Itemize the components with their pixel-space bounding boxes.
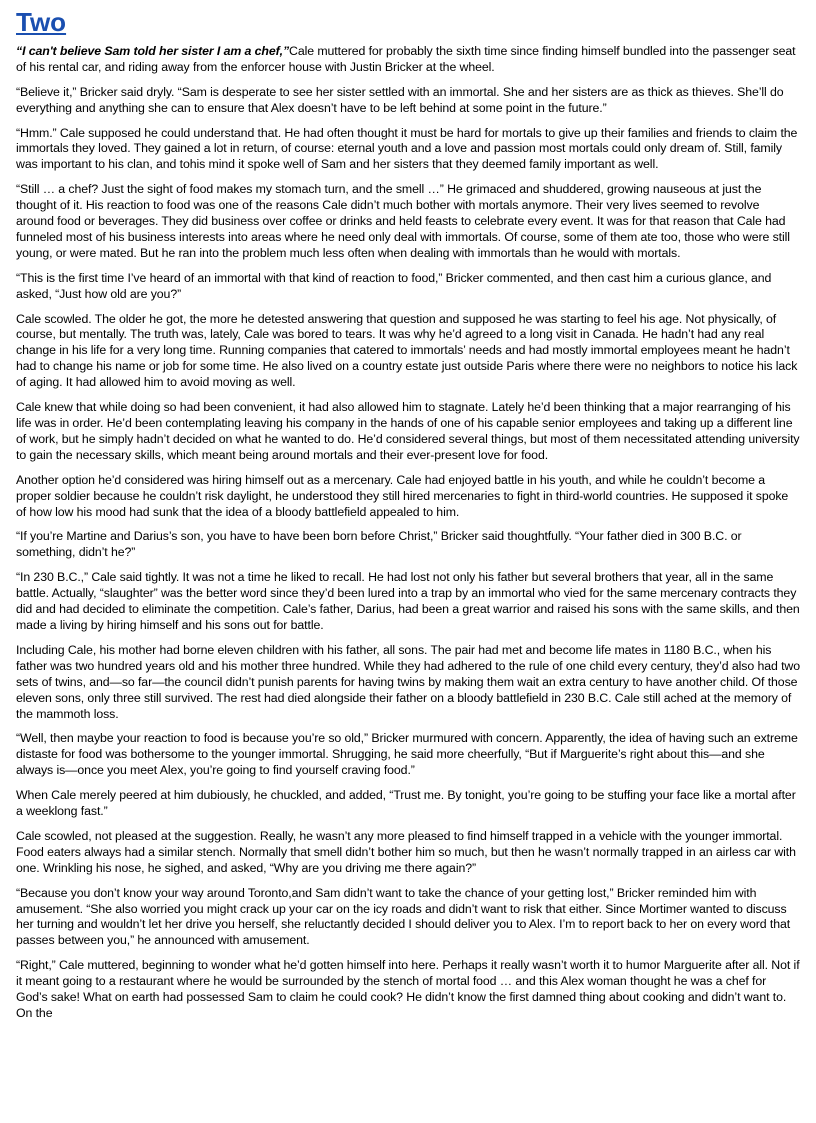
paragraph: “Well, then maybe your reaction to food is because you’re so old,” Bricker murmured with concern. Apparently, the idea of having such an extreme distaste for food was bothersome to the younger immortal. Shrugging, he said more cheerfully, “But if Marguerite’s right about this—and she always is—once you meet Alex, you’re going to find yourself craving food.” xyxy=(16,731,798,778)
opening-quote: “I can't believe Sam told her sister I am a chef,” xyxy=(16,43,290,58)
opening-text: Cale muttered for probably the sixth time since finding himself bundled into the passenger seat of his rental car, and riding away from the enforcer house with Justin Bricker at the wheel. xyxy=(16,43,796,74)
paragraph: “Believe it,” Bricker said dryly. “Sam is desperate to see her sister settled with an immortal. She and her sisters are as thick as thieves. She’ll do everything and anything she can to ensure that Alex doesn’t have to be left behind at some point in the future.” xyxy=(16,84,784,115)
paragraph: Cale scowled, not pleased at the suggestion. Really, he wasn’t any more pleased to find himself trapped in a vehicle with the younger immortal. Food eaters always had a similar stench. Normally that smell didn’t bother him so much, but then he wasn’t normally trapped in an airless car with one. Wrinkling his nose, he sighed, and asked, “Why are you driving me there again?” xyxy=(16,828,796,875)
paragraph: “Because you don’t know your way around Toronto,and Sam didn’t want to take the chance of your getting lost,” Bricker reminded him with amusement. “She also worried you might crack up your car on the icy roads and didn’t want to risk that either. Since Mortimer wanted to discuss her turning and wouldn’t let her drive you herself, she reluctantly decided I should deliver you to Alex. I’m to report back to her on every word that passes between you,” he announced with amusement. xyxy=(16,885,791,948)
chapter-title: Two xyxy=(16,7,67,37)
paragraph: Cale scowled. The older he got, the more he detested answering that question and supposed he was starting to feel his age. Not physically, of course, but mentally. The truth was, lately, Cale was bored to tears. It was why he’d agreed to a long visit in Canada. He hadn’t had any real change in his life for a very long time. Running companies that catered to immortals’ needs and had mostly immortal employees meant he hadn’t had to change his name or job for some time. He also lived on a country estate just outside Paris where there were no neighbors to notice his lack of aging. It had allowed him to avoid moving as well. xyxy=(16,311,798,390)
paragraph: “If you’re Martine and Darius’s son, you have to have been born before Christ,” Bricker said thoughtfully. “Your father died in 300 B.C. or something, didn’t he?” xyxy=(16,529,742,560)
paragraph: “Hmm.” Cale supposed he could understand that. He had often thought it must be hard for mortals to give up their families and friends to claim the immortals they loved. They gained a lot in return, of course: eternal youth and a love and passion most mortals could only dream of. Still, family was important to his clan, and tohis mind it spoke well of Sam and her sisters that they deemed family important as well. xyxy=(16,125,798,172)
paragraph: “Right,” Cale muttered, beginning to wonder what he’d gotten himself into here. Perhaps it really wasn’t worth it to humor Marguerite after all. Not if it meant going to a restaurant where he would be surrounded by the stench of mortal food … and this Alex woman thought he was a chef for God’s sake! What on earth had possessed Sam to claim he could cook? He didn’t know the first damned thing about cooking and didn’t want to. On the xyxy=(16,958,800,1021)
paragraph: Another option he’d considered was hiring himself out as a mercenary. Cale had enjoyed battle in his youth, and while he couldn’t become a proper soldier because he couldn’t risk daylight, he understood they still hired mercenaries to fight in third-world countries. He supposed it spoke of how low his mood had sunk that the idea of a bloody battlefield appealed to him. xyxy=(16,472,789,519)
opening-paragraph xyxy=(16,44,800,76)
paragraph: When Cale merely peered at him dubiously, he chuckled, and added, “Trust me. By tonight, you’re going to be stuffing your face like a mortal after a weeklong fast.” xyxy=(16,788,796,819)
paragraph: “In 230 B.C.,” Cale said tightly. It was not a time he liked to recall. He had lost not only his father but several brothers that year, all in the same battle. Actually, “slaughter” was the better word since they’d been lured into a trap by an immortal who vied for the same mercenary contracts they did and had decided to eliminate the competition. Cale’s father, Darius, had been a great warrior and raised his sons with the same skills, and then made a living by hiring himself and his sons out for battle. xyxy=(16,570,800,632)
paragraph: “This is the first time I’ve heard of an immortal with that kind of reaction to food,” Bricker commented, and then cast him a curious glance, and asked, “Just how old are you?” xyxy=(16,270,772,301)
paragraph: Including Cale, his mother had borne eleven children with his father, all sons. The pair had met and become life mates in 1180 B.C., when his father was two hundred years old and his mother three hundred. While they had adhered to the rule of one child every century, they’d also had two sets of twins, and—so far—the council didn’t punish parents for having twins by making them wait an extra century to have another child. Of those eleven sons, only three still survived. The rest had died alongside their father on a bloody battlefield in 230 B.C. Cale still ached at the memory of the mammoth loss. xyxy=(16,642,800,721)
paragraph: Cale knew that while doing so had been convenient, it had also allowed him to stagnate. Lately he’d been thinking that a major rearranging of his life was in order. He’d been contemplating leaving his company in the hands of one of his capable senior employees and taking up a different line of work, but he simply hadn’t decided on what he wanted to do. He’d considered several things, but most of them necessitated attending university to gain the necessary skills, which meant being around mortals and their ever-present love for food. xyxy=(16,400,800,462)
paragraph: “Still … a chef? Just the sight of food makes my stomach turn, and the smell …” He grimaced and shuddered, growing nauseous at just the thought of it. His reaction to food was one of the reasons Cale didn’t much bother with mortals anymore. Their very lives seemed to revolve around food or beverages. They did business over coffee or drinks and held feasts to celebrate every event. It was for that reason that Cale had funneled most of his business interests into areas where he need only deal with immortals. Of course, some of them ate too, those who were still young, or were mated. But he ran into the problem much less often when dealing with immortals than he would with mortals. xyxy=(16,182,790,260)
